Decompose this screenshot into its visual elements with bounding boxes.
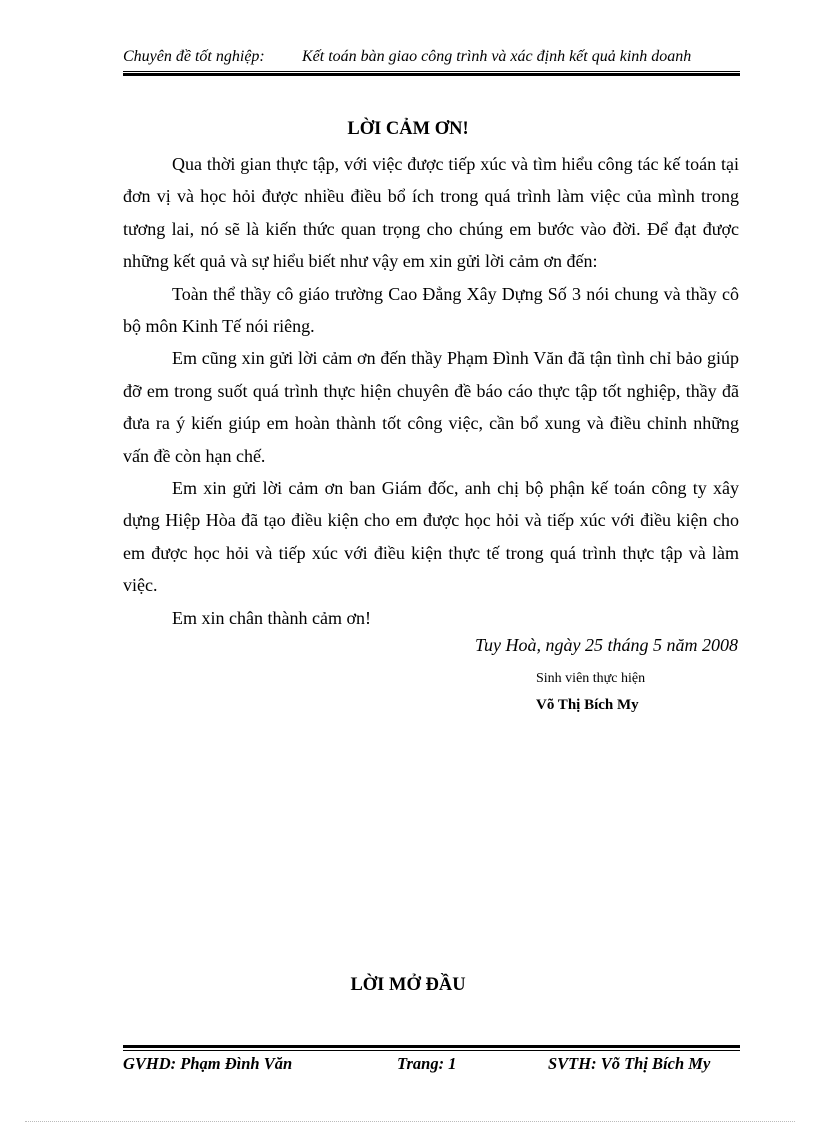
header-topic: Kết toán bàn giao công trình và xác định kết quả kinh doanh xyxy=(302,48,692,65)
paragraph: Qua thời gian thực tập, với việc được tiếp xúc và tìm hiểu công tác kế toán tại đơn vị và học hỏi được nhiều điều bổ ích trong quá trình làm việc của mình trong tương lai, nó sẽ là kiến thức quan trọng cho chúng em bước vào đời. Để đạt được những kết quả và sự hiểu biết như vậy em xin gửi lời cảm ơn đến: xyxy=(123,154,739,272)
footer-student: SVTH: Võ Thị Bích My xyxy=(548,1054,711,1073)
footer-advisor: GVHD: Phạm Đình Văn xyxy=(123,1054,293,1073)
paragraph: Em xin gửi lời cảm ơn ban Giám đốc, anh chị bộ phận kế toán công ty xây dựng Hiệp Hòa đã tạo điều kiện cho em được học hỏi và tiếp xúc với điều kiện cho em được học hỏi và tiếp xúc với điều kiện thực tế trong quá trình thực tập và làm việc. xyxy=(123,478,739,596)
paragraph: Em xin chân thành cảm ơn! xyxy=(172,607,371,628)
signature-label: Sinh viên thực hiện xyxy=(536,671,646,686)
footer-rule-thick xyxy=(123,1045,740,1048)
signature-name: Võ Thị Bích My xyxy=(536,697,639,713)
header-rule-thick xyxy=(123,73,740,76)
page-title: LỜI CẢM ƠN! xyxy=(347,119,469,139)
body-text xyxy=(123,148,739,634)
footer-rule-thin xyxy=(123,1050,740,1051)
page-boundary-line xyxy=(25,1121,795,1122)
date-line: Tuy Hoà, ngày 25 tháng 5 năm 2008 xyxy=(475,635,738,655)
section-title: LỜI MỞ ĐẦU xyxy=(350,975,466,995)
footer-page-number: Trang: 1 xyxy=(397,1054,457,1073)
header-label: Chuyên đề tốt nghiệp: xyxy=(123,48,265,65)
header-rule-thin xyxy=(123,71,740,72)
page-header xyxy=(123,48,738,70)
paragraph: Em cũng xin gửi lời cảm ơn đến thầy Phạm Đình Văn đã tận tình chỉ bảo giúp đỡ em trong suốt quá trình thực hiện chuyên đề báo cáo thực tập tốt nghiệp, thầy đã đưa ra ý kiến giúp em hoàn thành tốt công việc, cần bổ xung và điều chỉnh những vấn đề còn hạn chế. xyxy=(123,348,739,466)
paragraph: Toàn thể thầy cô giáo trường Cao Đẳng Xây Dựng Số 3 nói chung và thầy cô bộ môn Kinh Tế nói riêng. xyxy=(123,283,739,337)
